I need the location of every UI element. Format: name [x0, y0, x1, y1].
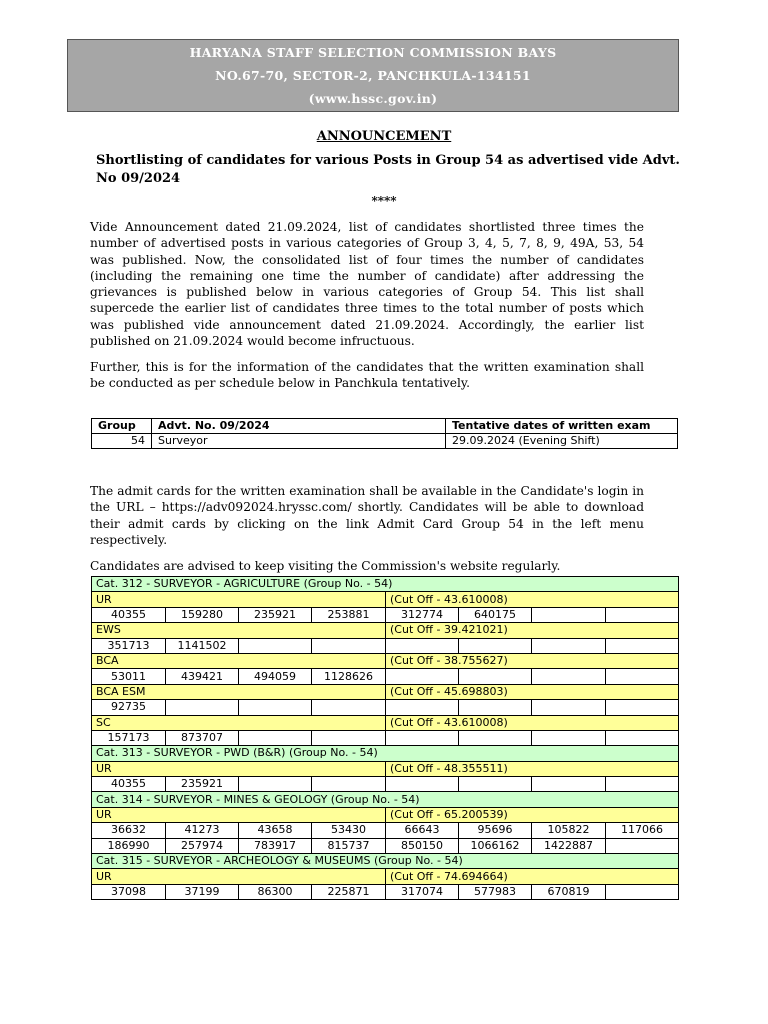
subcategory-label: EWS	[92, 623, 386, 638]
category-row	[92, 792, 679, 807]
roll-number-row	[92, 823, 679, 838]
cutoff-value: (Cut Off - 38.755627)	[386, 653, 679, 668]
cutoff-value: (Cut Off - 43.610008)	[386, 715, 679, 730]
roll-number-cell: 235921	[239, 607, 312, 622]
roll-number-cell: 225871	[312, 884, 386, 899]
roll-number-cell	[459, 777, 532, 792]
roll-number-cell: 351713	[92, 638, 166, 653]
schedule-cell: 54	[92, 434, 152, 449]
subcategory-row	[92, 715, 679, 730]
roll-number-cell	[606, 777, 679, 792]
roll-number-cell	[459, 730, 532, 745]
roll-number-cell	[459, 700, 532, 715]
schedule-header-cell: Tentative dates of written exam	[446, 419, 678, 434]
roll-number-cell	[606, 669, 679, 684]
roll-number-cell	[239, 730, 312, 745]
roll-number-cell: 43658	[239, 823, 312, 838]
roll-number-cell	[532, 777, 606, 792]
roll-number-cell: 439421	[166, 669, 239, 684]
roll-number-cell	[532, 607, 606, 622]
roll-number-cell: 1128626	[312, 669, 386, 684]
roll-number-cell: 235921	[166, 777, 239, 792]
category-title: Cat. 312 - SURVEYOR - AGRICULTURE (Group No. - 54)	[92, 577, 679, 592]
subcategory-row	[92, 623, 679, 638]
roll-number-cell: 105822	[532, 823, 606, 838]
roll-number-cell: 117066	[606, 823, 679, 838]
roll-number-cell: 37199	[166, 884, 239, 899]
roll-number-cell: 494059	[239, 669, 312, 684]
header-line-2: NO.67-70, SECTOR-2, PANCHKULA-134151	[215, 68, 531, 83]
roll-number-cell	[606, 730, 679, 745]
roll-number-cell: 815737	[312, 838, 386, 853]
subcategory-row	[92, 869, 679, 884]
roll-number-cell	[239, 777, 312, 792]
roll-number-cell	[166, 700, 239, 715]
roll-number-cell	[312, 730, 386, 745]
subcategory-row	[92, 684, 679, 699]
roll-number-row	[92, 607, 679, 622]
cutoff-value: (Cut Off - 39.421021)	[386, 623, 679, 638]
roll-number-cell	[606, 700, 679, 715]
roll-number-row	[92, 638, 679, 653]
paragraph-4: Candidates are advised to keep visiting the Commission's website regularly.	[90, 559, 561, 573]
roll-number-row	[92, 884, 679, 899]
roll-number-cell: 36632	[92, 823, 166, 838]
roll-number-cell	[532, 638, 606, 653]
roll-number-cell	[532, 700, 606, 715]
roll-number-cell: 53430	[312, 823, 386, 838]
roll-number-cell	[606, 838, 679, 853]
roll-number-cell: 92735	[92, 700, 166, 715]
paragraph-2: Further, this is for the information of the candidates that the written examination shall be conducted as per schedule below in Panchkula tentatively.	[90, 360, 644, 391]
roll-number-cell: 41273	[166, 823, 239, 838]
roll-number-cell	[239, 700, 312, 715]
paragraph-3: The admit cards for the written examination shall be available in the Candidate's login in the URL – https://adv092024.hryssc.com/ shortly. Candidates will be able to download their admit cards by clicking on the link Admit Card Group 54 in the left menu respectively.	[90, 484, 644, 547]
roll-number-cell: 186990	[92, 838, 166, 853]
roll-number-cell: 317074	[386, 884, 459, 899]
cutoff-value: (Cut Off - 74.694664)	[386, 869, 679, 884]
results-table	[91, 576, 679, 900]
roll-number-cell	[606, 638, 679, 653]
roll-number-cell	[459, 638, 532, 653]
roll-number-cell: 640175	[459, 607, 532, 622]
roll-number-row	[92, 838, 679, 853]
roll-number-cell	[386, 638, 459, 653]
subcategory-label: UR	[92, 869, 386, 884]
schedule-header-row	[92, 419, 678, 434]
roll-number-cell	[312, 777, 386, 792]
header-line-1: HARYANA STAFF SELECTION COMMISSION BAYS	[189, 45, 557, 60]
roll-number-cell: 40355	[92, 777, 166, 792]
subcategory-label: UR	[92, 761, 386, 776]
schedule-row	[92, 434, 678, 449]
roll-number-cell: 86300	[239, 884, 312, 899]
roll-number-row	[92, 777, 679, 792]
subcategory-row	[92, 807, 679, 822]
roll-number-cell	[386, 777, 459, 792]
roll-number-row	[92, 730, 679, 745]
roll-number-cell	[386, 669, 459, 684]
roll-number-cell	[312, 700, 386, 715]
schedule-table	[91, 418, 678, 449]
subcategory-label: UR	[92, 592, 386, 607]
paragraph-1: Vide Announcement dated 21.09.2024, list of candidates shortlisted three times the number of advertised posts in various categories of Group 3, 4, 5, 7, 8, 9, 49A, 53, 54 was published. Now, the consolidated list of four times the number of candidates (including the remaining one time the number of candidate) after addressing the grievances is published below in various categories of Group 54. This list shall supercede the earlier list of candidates three times to the total number of posts which was published vide announcement dated 21.09.2024. Accordingly, the earlier list published on 21.09.2024 would become infructuous.	[90, 220, 644, 349]
roll-number-cell	[606, 607, 679, 622]
roll-number-cell: 95696	[459, 823, 532, 838]
cutoff-value: (Cut Off - 48.355511)	[386, 761, 679, 776]
subcategory-row	[92, 592, 679, 607]
category-title: Cat. 315 - SURVEYOR - ARCHEOLOGY & MUSEUMS (Group No. - 54)	[92, 854, 679, 869]
cutoff-value: (Cut Off - 43.610008)	[386, 592, 679, 607]
schedule-cell: Surveyor	[152, 434, 446, 449]
schedule-header-cell: Advt. No. 09/2024	[152, 419, 446, 434]
roll-number-cell: 66643	[386, 823, 459, 838]
roll-number-cell	[239, 638, 312, 653]
roll-number-row	[92, 700, 679, 715]
roll-number-cell	[386, 700, 459, 715]
category-title: Cat. 314 - SURVEYOR - MINES & GEOLOGY (Group No. - 54)	[92, 792, 679, 807]
cutoff-value: (Cut Off - 65.200539)	[386, 807, 679, 822]
roll-number-cell: 53011	[92, 669, 166, 684]
roll-number-cell	[386, 730, 459, 745]
subcategory-label: UR	[92, 807, 386, 822]
category-row	[92, 854, 679, 869]
roll-number-cell: 312774	[386, 607, 459, 622]
header-line-3: (www.hssc.gov.in)	[308, 91, 438, 106]
roll-number-cell: 37098	[92, 884, 166, 899]
roll-number-cell: 873707	[166, 730, 239, 745]
schedule-header-cell: Group	[92, 419, 152, 434]
header-box	[67, 39, 679, 112]
roll-number-cell: 670819	[532, 884, 606, 899]
subcategory-label: BCA	[92, 653, 386, 668]
category-row	[92, 577, 679, 592]
roll-number-cell: 1141502	[166, 638, 239, 653]
subcategory-row	[92, 761, 679, 776]
roll-number-cell: 783917	[239, 838, 312, 853]
roll-number-cell: 253881	[312, 607, 386, 622]
subject-heading: Shortlisting of candidates for various Posts in Group 54 as advertised vide Advt. No 09/2024	[96, 153, 680, 186]
roll-number-cell	[532, 669, 606, 684]
schedule-cell: 29.09.2024 (Evening Shift)	[446, 434, 678, 449]
announcement-title: ANNOUNCEMENT	[316, 129, 452, 144]
roll-number-cell	[312, 638, 386, 653]
roll-number-cell: 850150	[386, 838, 459, 853]
roll-number-cell: 1422887	[532, 838, 606, 853]
roll-number-cell: 157173	[92, 730, 166, 745]
roll-number-cell: 40355	[92, 607, 166, 622]
subcategory-row	[92, 653, 679, 668]
separator: ****	[371, 194, 397, 208]
subcategory-label: SC	[92, 715, 386, 730]
roll-number-cell: 159280	[166, 607, 239, 622]
category-title: Cat. 313 - SURVEYOR - PWD (B&R) (Group No. - 54)	[92, 746, 679, 761]
category-row	[92, 746, 679, 761]
roll-number-row	[92, 669, 679, 684]
subcategory-label: BCA ESM	[92, 684, 386, 699]
cutoff-value: (Cut Off - 45.698803)	[386, 684, 679, 699]
roll-number-cell	[606, 884, 679, 899]
roll-number-cell	[459, 669, 532, 684]
roll-number-cell: 577983	[459, 884, 532, 899]
roll-number-cell	[532, 730, 606, 745]
roll-number-cell: 1066162	[459, 838, 532, 853]
roll-number-cell: 257974	[166, 838, 239, 853]
